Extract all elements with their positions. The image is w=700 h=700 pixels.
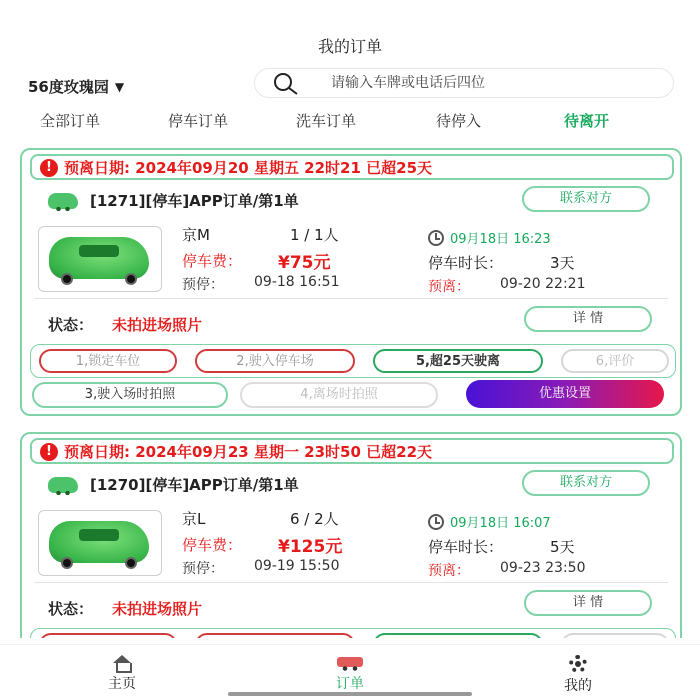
caret-down-icon: ▼ xyxy=(114,79,125,94)
step-lock-space[interactable]: 1,锁定车位 xyxy=(39,349,177,373)
duration-label: 停车时长： xyxy=(428,538,504,556)
order-title-text: [1271][停车]APP订单/第1单 xyxy=(90,192,299,210)
pre-park-label: 预停： xyxy=(182,561,224,577)
order-title xyxy=(48,474,299,495)
nav-orders-label: 订单 xyxy=(336,676,364,692)
discount-settings-button[interactable]: 优惠设置 xyxy=(466,380,664,408)
tab-wash-orders[interactable]: 洗车订单 xyxy=(296,112,357,130)
fee-value: ¥125元 xyxy=(278,537,343,557)
order-tabs xyxy=(0,110,700,136)
contact-button[interactable]: 联系对方 xyxy=(522,470,650,496)
order-time: 09月18日 16:23 xyxy=(428,228,551,247)
overdue-warning xyxy=(30,438,674,464)
plate-number: 京M xyxy=(182,226,210,244)
duration-label: 停车时长： xyxy=(428,254,504,272)
gear-icon xyxy=(569,655,587,673)
entry-photo-button[interactable]: 3,驶入场时拍照 xyxy=(32,382,228,408)
search-icon xyxy=(269,68,303,98)
people-count: 6 / 2人 xyxy=(290,510,339,528)
alert-icon: ! xyxy=(40,443,58,461)
home-indicator xyxy=(228,692,472,696)
car-thumbnail xyxy=(38,510,162,576)
alert-icon: ! xyxy=(40,159,58,177)
step-drive-in[interactable] xyxy=(195,633,355,638)
step-drive-in[interactable]: 2,驶入停车场 xyxy=(195,349,355,373)
tab-pending-leave[interactable]: 待离开 xyxy=(564,112,610,130)
warning-text: 预离日期: 2024年09月20 星期五 22时21 已超25天 xyxy=(64,158,433,177)
progress-steps xyxy=(30,628,676,638)
car-icon xyxy=(335,655,365,671)
duration-value: 3天 xyxy=(550,254,575,272)
divider xyxy=(34,298,668,299)
status-label: 状态： xyxy=(48,316,94,334)
pre-leave-value: 09-20 22:21 xyxy=(500,276,586,292)
pre-leave-value: 09-23 23:50 xyxy=(500,560,586,576)
detail-button[interactable]: 详 情 xyxy=(524,590,652,616)
pre-park-label: 预停： xyxy=(182,277,224,293)
status-value: 未拍进场照片 xyxy=(112,316,203,334)
step-overdue-leave[interactable] xyxy=(373,633,543,638)
order-card xyxy=(20,148,682,416)
tab-all-orders[interactable]: 全部订单 xyxy=(40,112,101,130)
tab-parking-orders[interactable]: 停车订单 xyxy=(168,112,229,130)
step-lock-space[interactable] xyxy=(39,633,177,638)
clock-icon xyxy=(428,514,444,530)
pre-leave-label: 预离： xyxy=(428,279,470,295)
clock-icon xyxy=(428,230,444,246)
car-thumbnail xyxy=(38,226,162,292)
pre-leave-label: 预离： xyxy=(428,563,470,579)
step-review[interactable] xyxy=(561,633,669,638)
car-icon xyxy=(48,477,78,493)
pre-park-value: 09-18 16:51 xyxy=(254,274,340,290)
status-value: 未拍进场照片 xyxy=(112,600,203,618)
contact-button[interactable]: 联系对方 xyxy=(522,186,650,212)
nav-home-label: 主页 xyxy=(108,676,136,692)
order-title-text: [1270][停车]APP订单/第1单 xyxy=(90,476,299,494)
fee-label: 停车费： xyxy=(182,252,243,270)
nav-home[interactable] xyxy=(82,655,162,693)
divider xyxy=(34,582,668,583)
step-overdue-leave[interactable]: 5,超25天驶离 xyxy=(373,349,543,373)
search-input[interactable] xyxy=(331,75,631,91)
exit-photo-button[interactable]: 4,离场时拍照 xyxy=(240,382,438,408)
plate-number: 京L xyxy=(182,510,206,528)
park-name: 56度玫瑰园 xyxy=(28,78,109,96)
fee-label: 停车费： xyxy=(182,536,243,554)
car-icon xyxy=(48,193,78,209)
search-box[interactable] xyxy=(254,68,674,98)
order-title xyxy=(48,190,299,211)
park-selector[interactable] xyxy=(28,76,124,97)
people-count: 1 / 1人 xyxy=(290,226,339,244)
home-icon xyxy=(112,655,132,671)
order-list[interactable] xyxy=(0,148,700,638)
detail-button[interactable]: 详 情 xyxy=(524,306,652,332)
action-row xyxy=(32,382,676,412)
overdue-warning xyxy=(30,154,674,180)
warning-text: 预离日期: 2024年09月23 星期一 23时50 已超22天 xyxy=(64,442,433,461)
duration-value: 5天 xyxy=(550,538,575,556)
order-card xyxy=(20,432,682,638)
order-time: 09月18日 16:07 xyxy=(428,512,551,531)
progress-steps xyxy=(30,344,676,378)
pre-park-value: 09-19 15:50 xyxy=(254,558,340,574)
nav-orders[interactable] xyxy=(310,655,390,693)
fee-value: ¥75元 xyxy=(278,253,331,273)
page-title: 我的订单 xyxy=(317,37,382,56)
nav-mine-label: 我的 xyxy=(564,678,592,694)
nav-mine[interactable] xyxy=(538,655,618,695)
status-label: 状态： xyxy=(48,600,94,618)
tab-pending-entry[interactable]: 待停入 xyxy=(436,112,482,130)
step-review[interactable]: 6,评价 xyxy=(561,349,669,373)
